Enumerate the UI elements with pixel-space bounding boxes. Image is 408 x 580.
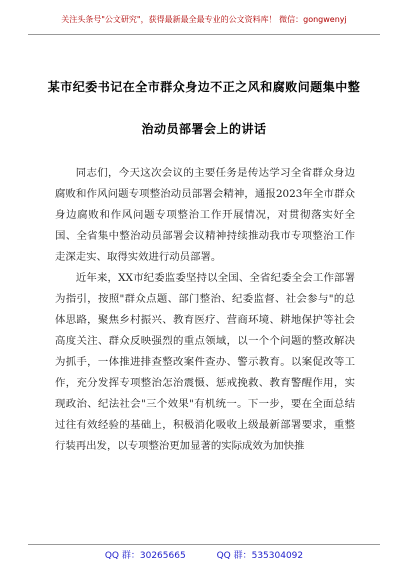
header-divider [28,34,380,35]
document-title-line-2: 治动员部署会上的讲话 [141,122,267,136]
footer-qq-group-1: QQ 群：30265665 [104,551,186,561]
footer-contacts [0,548,408,561]
body-paragraph-1: 同志们，今天这次会议的主要任务是传达学习全省群众身边腐败和作风问题专项整治动员部署会精神，通报2023年全市群众身边腐败和作风问题专项整治工作开展情况，对贯彻落实好全国、全省集中整治动员部署会议精神持续推动我市专项整治工作走深走实、取得实效进行动员部署。 [55,167,355,263]
body-paragraph-2: 近年来，XX市纪委监委坚持以全国、全省纪委全会工作部署为指引，按照"群众点题、部门整治、纪委监督、社会参与"的总体思路，聚焦乡村振兴、教育医疗、营商环境、耕地保护等社会高度关注、群众反映强烈的重点领域，以一个个问题的整改解决为抓手，一体推进排查整改案件查办、警示教育。以案促改等工作，充分发挥专项整治怎治震慑、惩戒挽救、教育警醒作用，实现政治、纪法社会"三个效果"有机统一。下一步，要在全面总结过往有效经验的基础上，积极消化吸收上级最新部署要求，重整行装再出发，以专项整治更加显著的实际成效为加快推 [55,272,355,452]
footer-qq-group-2: QQ 群：535304092 [216,551,304,561]
footer-divider [28,544,380,545]
document-title-line-1: 某市纪委书记在全市群众身边不正之风和腐败问题集中整 [47,80,361,94]
header-banner: 关注头条号"公文研究"，获得最新最全最专业的公文资料库！ 微信：gongwenyj [61,15,347,24]
